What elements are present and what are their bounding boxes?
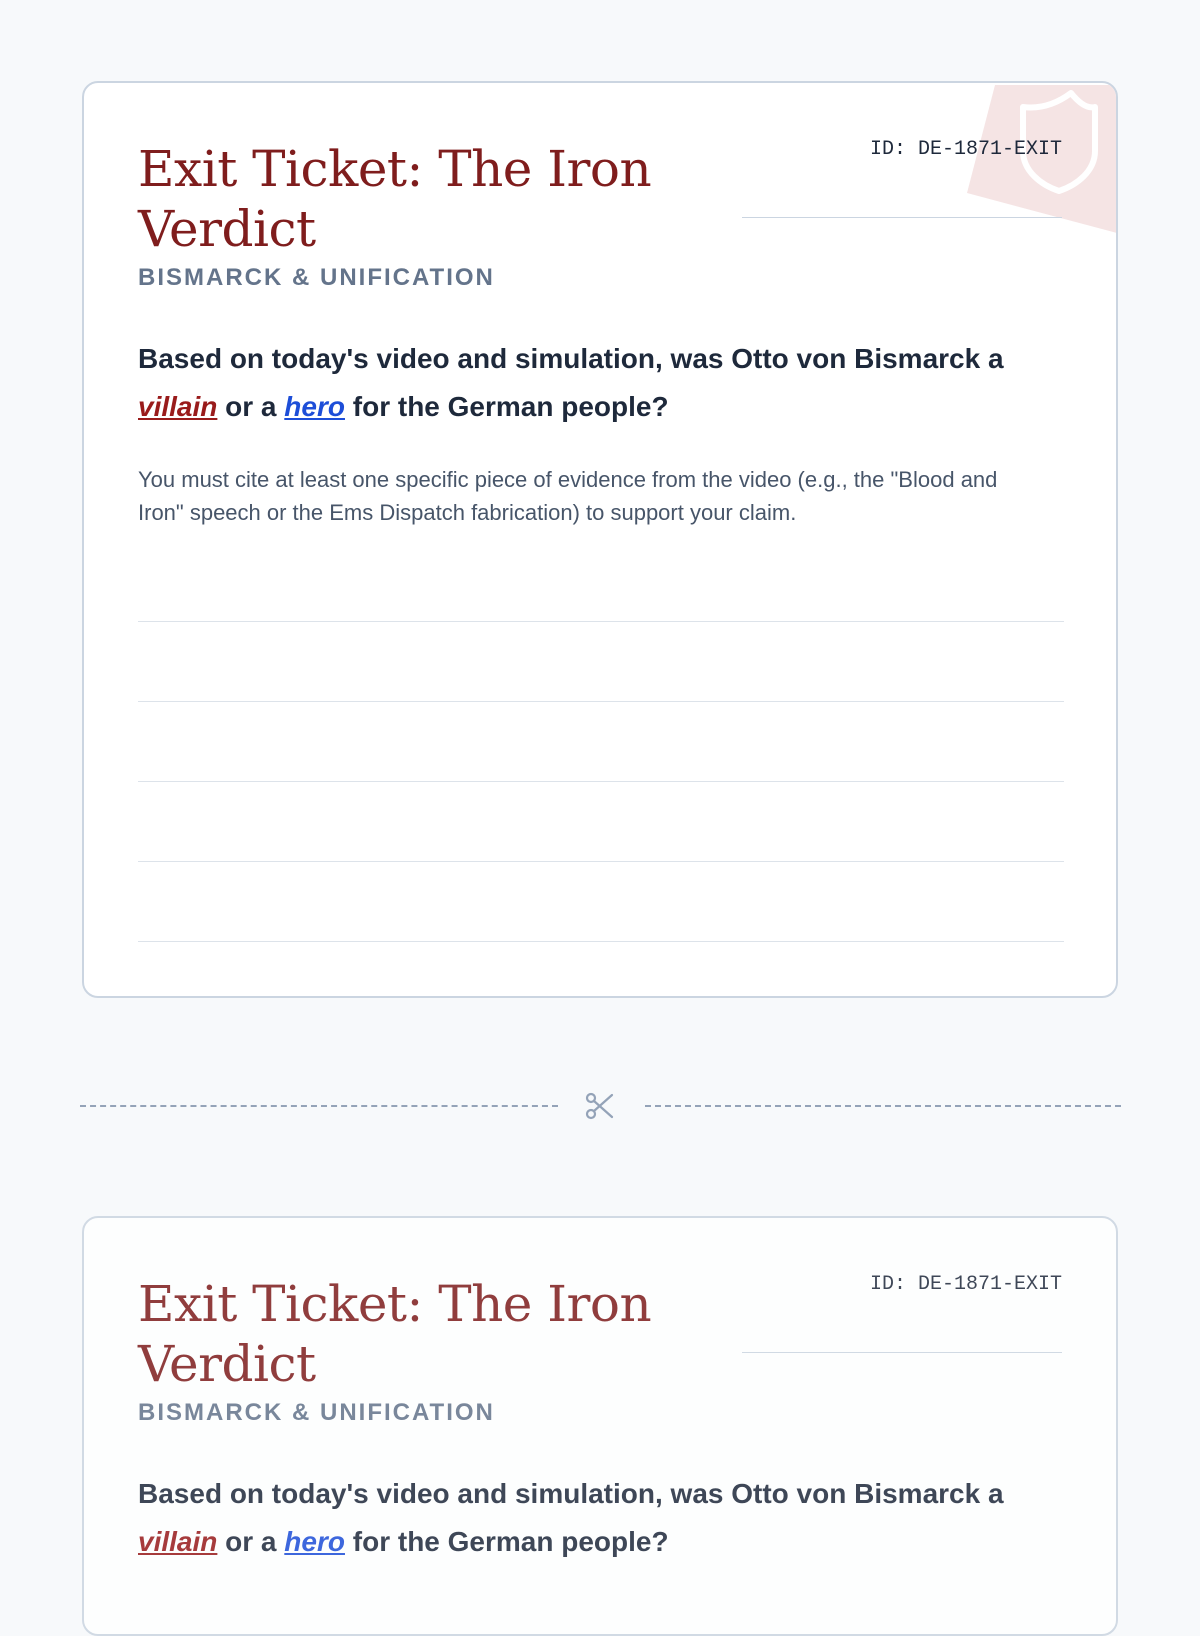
answer-line[interactable]	[138, 701, 1064, 702]
answer-line[interactable]	[138, 781, 1064, 782]
ticket-question	[138, 1470, 1058, 1566]
question-text: for the German people?	[344, 391, 669, 422]
villain-word: villain	[138, 1526, 218, 1557]
ticket-instructions: You must cite at least one specific piece of evidence from the video (e.g., the "Blood and Iron" speech or the Ems Dispatch fabrication) to support your claim.	[138, 467, 998, 525]
ticket-subtitle: BISMARCK & UNIFICATION	[138, 1399, 495, 1426]
cut-line	[80, 1105, 558, 1107]
ticket-question	[138, 335, 1058, 431]
ticket-title: Exit Ticket: The Iron Verdict	[138, 1275, 652, 1393]
ticket-title: Exit Ticket: The Iron Verdict	[138, 140, 652, 258]
question-text: or a	[217, 1526, 285, 1557]
question-text: Based on today's video and simulation, was Otto von Bismarck a	[138, 343, 1004, 374]
question-text: or a	[217, 391, 285, 422]
question-text: for the German people?	[344, 1526, 669, 1557]
exit-ticket-card-copy	[82, 1216, 1118, 1636]
name-writing-line[interactable]	[742, 1352, 1062, 1353]
scissors-icon	[584, 1090, 616, 1122]
cut-line	[645, 1105, 1121, 1107]
villain-word: villain	[138, 391, 218, 422]
ticket-subtitle: BISMARCK & UNIFICATION	[138, 264, 495, 291]
hero-word: hero	[284, 391, 345, 422]
answer-line[interactable]	[138, 621, 1064, 622]
ticket-id: ID: DE-1871-EXIT	[869, 138, 1062, 161]
answer-line[interactable]	[138, 861, 1064, 862]
answer-line[interactable]	[138, 941, 1064, 942]
ticket-id: ID: DE-1871-EXIT	[869, 1273, 1062, 1296]
name-writing-line[interactable]	[742, 217, 1062, 218]
hero-word: hero	[284, 1526, 345, 1557]
question-text: Based on today's video and simulation, was Otto von Bismarck a	[138, 1478, 1004, 1509]
exit-ticket-card	[82, 81, 1118, 998]
